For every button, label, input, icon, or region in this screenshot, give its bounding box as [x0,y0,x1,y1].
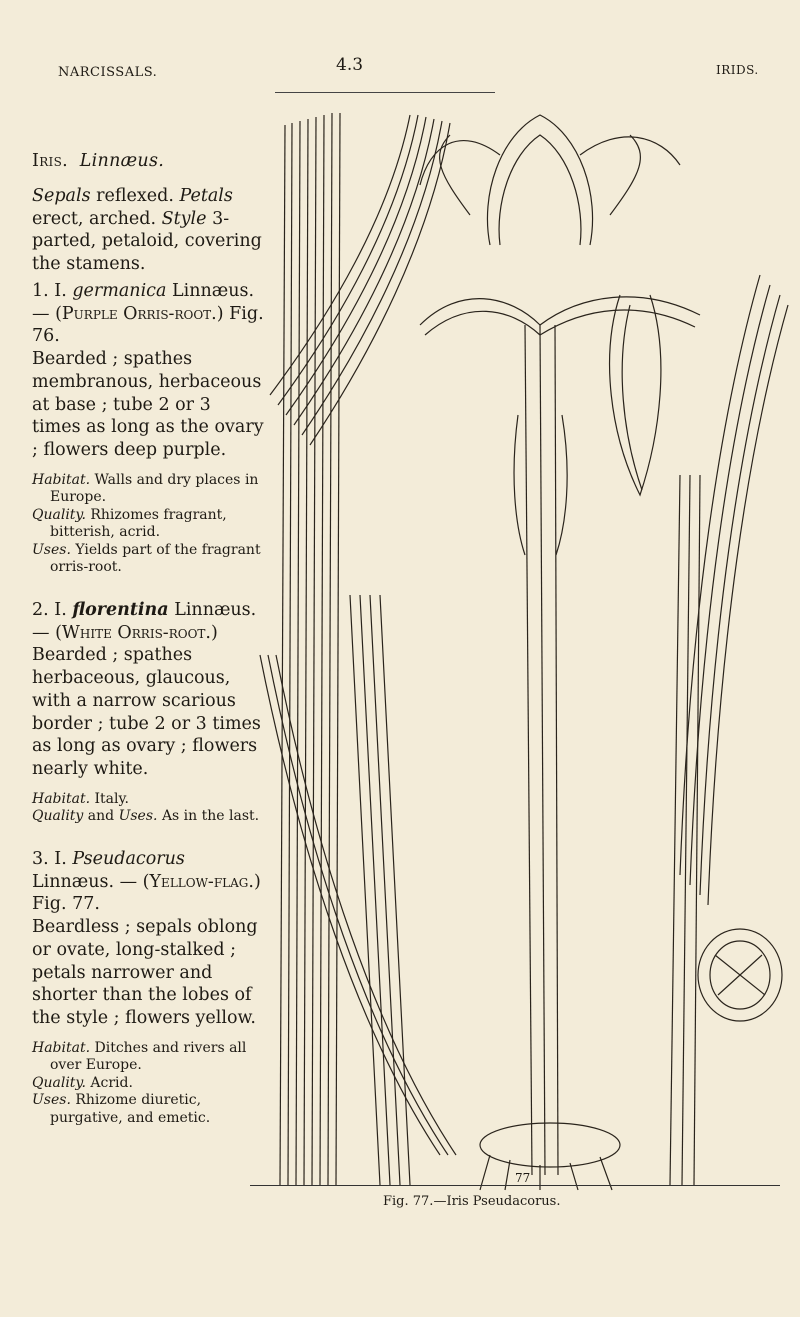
petals-text: erect, arched. [32,208,157,229]
leaf-right [670,275,788,1185]
species-heading [32,848,264,916]
species-author: Linnæus. [174,599,257,620]
rhizome [480,1123,620,1190]
genus-name: Iris. [32,151,68,171]
habitat-label: Habitat. [32,471,91,488]
iris-illustration [240,95,800,1195]
species-abbr: I. [54,280,67,301]
page-number: 4.3 [336,55,364,75]
species-abbr: I. [54,848,67,869]
species-epithet: Pseudacorus [72,848,185,869]
head-rule [275,92,495,93]
species-notes [32,472,264,577]
habitat-label: Habitat. [32,790,91,807]
running-head-right: IRIDS. [716,63,759,77]
species-heading [32,599,264,645]
quality-label: Quality. [32,1074,86,1091]
uses-text: Rhizome diuretic, purgative, and emetic. [50,1092,211,1126]
fig-ref: Fig. 76. [32,303,264,347]
common-post: ) [253,871,261,892]
quality-joiner: and [87,808,115,825]
style-label: Style [161,208,207,229]
fig-ref: Fig. 77. [32,894,100,915]
figure-rule [250,1185,780,1186]
habitat-text: Walls and dry places in Europe. [50,471,259,506]
species-number: 2. [32,599,49,620]
common-pre: — ( [32,622,62,643]
species-description: Beardless ; sepals oblong or ovate, long-stalked ; petals narrower and shorter than the lobes of the style ; flowers yellow. [32,917,258,1028]
genus-heading [32,150,264,173]
common-pre: — ( [119,871,150,892]
species-entry [32,280,264,577]
uses-label: Uses. [118,808,158,825]
genus-description [32,185,264,276]
species-author: Linnæus. [32,871,115,892]
species-notes [32,791,264,826]
species-epithet: germanica [72,280,167,301]
flower-petals [420,115,700,335]
flower-stem [514,325,567,1175]
uses-label: Uses. [32,1092,71,1109]
quality-text: Rhizomes fragrant, bitterish, acrid. [50,506,227,541]
sepals-label: Sepals [32,185,91,206]
common-pre: — ( [32,303,62,324]
leaf-curving-left [270,115,450,445]
quality-text: Acrid. [90,1074,133,1091]
common-name: Yellow-flag. [149,871,254,892]
common-post: ) [210,622,218,643]
species-number: 1. [32,280,49,301]
species-heading [32,280,264,348]
habitat-text: Italy. [94,790,129,807]
running-head [0,55,800,85]
common-name: Purple Orris-root. [61,303,217,324]
common-name: White Orris-root. [61,622,211,643]
figure-caption: Fig. 77.—Iris Pseudacorus. [383,1194,561,1209]
species-author: Linnæus. [171,280,255,301]
habitat-text: Ditches and rivers all over Europe. [50,1039,247,1074]
genus-author: Linnæus. [79,151,165,171]
sepals-text: reflexed. [96,185,174,206]
uses-text: As in the last. [161,808,260,825]
species-description: Bearded ; spathes herbaceous, glaucous, with a narrow scarious border ; tube 2 or 3 times as long as ovary ; flowers nearly white. [32,645,261,779]
quality-label: Quality. [32,506,86,523]
running-head-left: NARCISSALS. [58,65,158,80]
petals-label: Petals [179,185,233,206]
leaf-left-upper [280,113,340,1185]
text-column [32,150,264,1127]
species-epithet: florentina [72,599,169,620]
seed-capsule [698,929,782,1021]
species-entry [32,848,264,1128]
uses-text: Yields part of the fragrant orris-root. [50,541,261,576]
uses-label: Uses. [32,541,71,558]
style-text: 3-parted, petaloid, covering the stamens. [32,208,262,274]
species-entry [32,599,264,826]
species-notes [32,1040,264,1128]
flower-bud [610,295,661,495]
figure-number: 77 [515,1171,531,1185]
common-post: ) [216,303,224,324]
quality-label: Quality [32,808,84,825]
habitat-label: Habitat. [32,1039,91,1056]
species-abbr: I. [54,599,67,620]
species-number: 3. [32,848,49,869]
species-description: Bearded ; spathes membranous, herbaceous at base ; tube 2 or 3 times as long as the ovary ; flowers deep purple. [32,349,264,460]
